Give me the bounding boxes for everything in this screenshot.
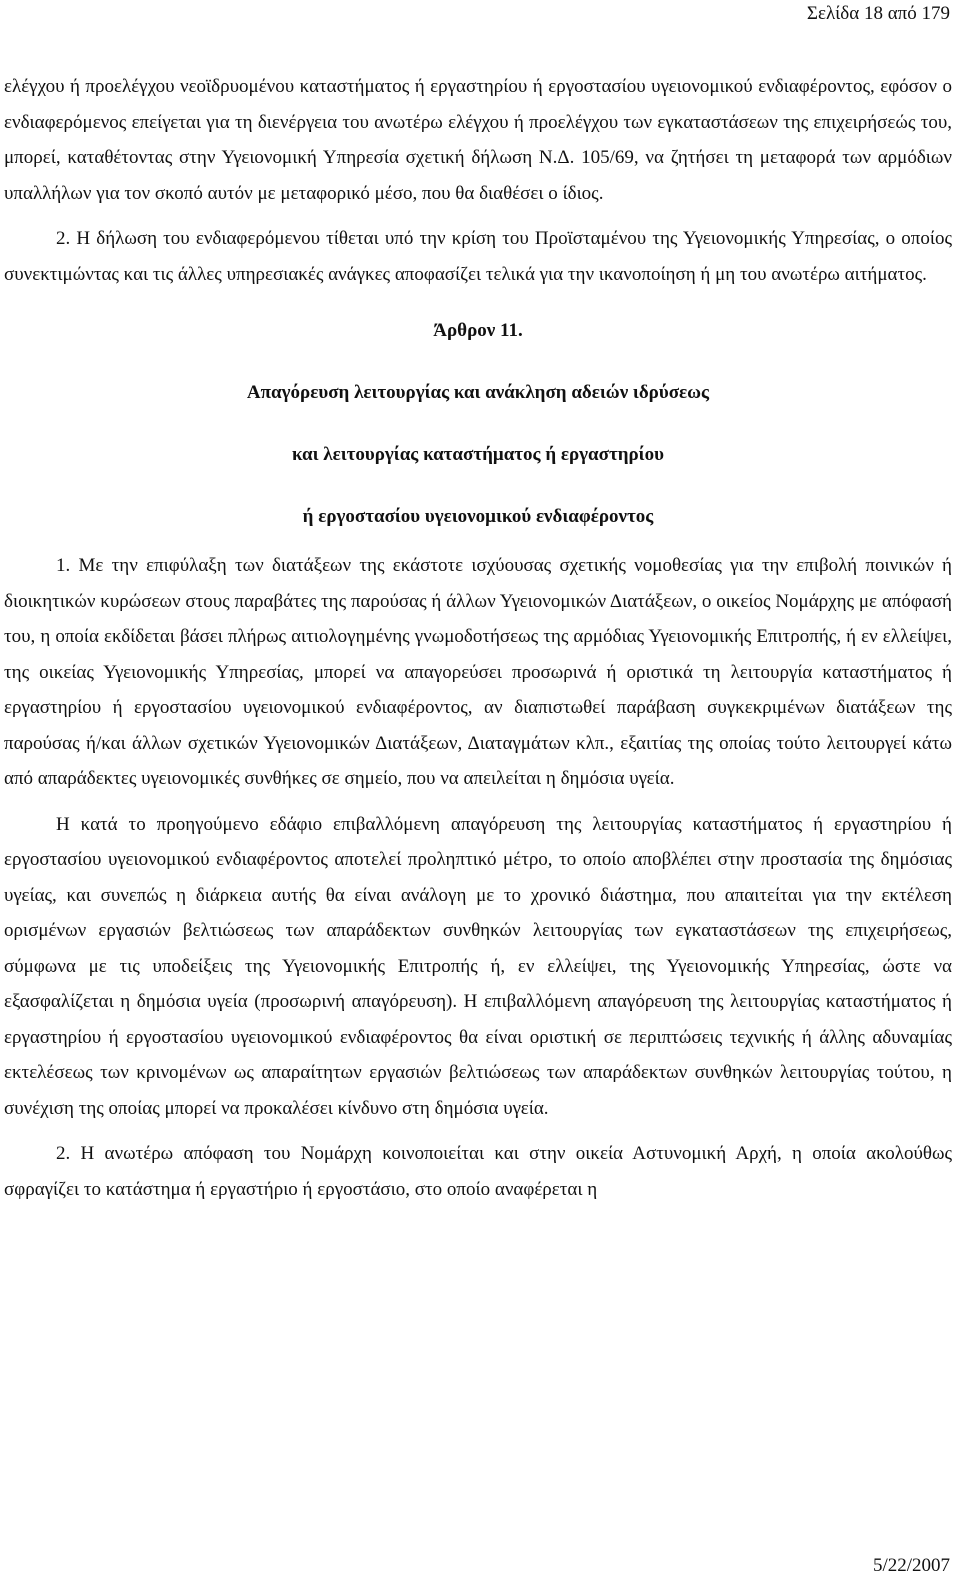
article-heading: [4, 362, 952, 548]
paragraph-continuation: ελέγχου ή προελέγχου νεοϊδρυομένου καταστήματος ή εργαστηρίου ή εργοστασίου υγειονομικού ενδιαφέροντος, εφόσον ο ενδιαφερόμενος επείγεται για τη διενέργεια του ανωτέρω ελέγχου ή προελέγχου των εγκαταστάσεων της επιχειρήσεώς του, μπορεί, καταθέτοντας στην Υγειονομική Υπηρεσία σχετική δήλωση Ν.Δ. 105/69, να ζητήσει τη μεταφορά των αρμόδιων υπαλλήλων για τον σκοπό αυτόν με μεταφορικό μέσο, που θα διαθέσει ο ίδιος.: [4, 76, 952, 204]
article-heading-line-3: ή εργοστασίου υγειονομικού ενδιαφέροντος: [302, 506, 654, 527]
article-title: Άρθρον 11.: [433, 320, 523, 341]
paragraph-item-2: 2. Η δήλωση του ενδιαφερόμενου τίθεται υπό την κρίση του Προϊσταμένου της Υγειονομικής Υπηρεσίας, ο οποίος συνεκτιμώντας και τις άλλες υπηρεσιακές ανάγκες αποφασίζει τελικά για την ικανοποίηση ή μη του ανωτέρω αιτήματος.: [4, 228, 952, 285]
paragraph-item-2-notification: 2. Η ανωτέρω απόφαση του Νομάρχη κοινοποιείται και στην οικεία Αστυνομική Αρχή, η οποία ακολούθως σφραγίζει το κατάστημα ή εργαστήριο ή εργοστάσιο, στο οποίο αναφέρεται η: [4, 1143, 952, 1200]
article-heading-line-1: Απαγόρευση λειτουργίας και ανάκληση αδειών ιδρύσεως: [246, 382, 710, 403]
document-body: [4, 69, 952, 1207]
paragraph-item-1: 1. Με την επιφύλαξη των διατάξεων της εκάστοτε ισχύουσας σχετικής νομοθεσίας για την επιβολή ποινικών ή διοικητικών κυρώσεων στους παραβάτες της παρούσας ή άλλων Υγειονομικών Διατάξεων, ο οικείος Νομάρχης με απόφασή του, η οποία εκδίδεται βάσει πλήρως αιτιολογημένης γνωμοδοτήσεως της αρμόδιας Υγειονομικής Επιτροπής, ή εν ελλείψει, της οικείας Υγειονομικής Υπηρεσίας, μπορεί να απαγορεύσει προσωρινά ή οριστικά τη λειτουργία καταστήματος ή εργαστηρίου ή εργοστασίου υγειονομικού ενδιαφέροντος, αν διαπιστωθεί παράβαση συγκεκριμένων διατάξεων της παρούσας ή/και άλλων σχετικών Υγειονομικών Διατάξεων, Διαταγμάτων κλπ., εξαιτίας της οποίας τούτο λειτουργεί κάτω από απαράδεκτες υγειονομικές συνθήκες σε σημείο, που να απειλείται η δημόσια υγεία.: [4, 555, 952, 789]
footer-date: 5/22/2007: [872, 1555, 950, 1576]
page-number: Σελίδα 18 από 179: [806, 3, 950, 24]
paragraph-explanation: Η κατά το προηγούμενο εδάφιο επιβαλλόμενη απαγόρευση της λειτουργίας καταστήματος ή εργαστηρίου ή εργοστασίου υγειονομικού ενδιαφέροντος αποτελεί προληπτικό μέτρο, το οποίο αποβλέπει στην προστασία της δημόσιας υγείας, και συνεπώς η διάρκεια αυτής θα είναι ανάλογη με το χρονικό διάστημα, που απαιτείται για την εκτέλεση ορισμένων εργασιών βελτιώσεως των απαράδεκτων συνθηκών λειτουργίας των εγκαταστάσεων της επιχειρήσεως, σύμφωνα με τις υποδείξεις της Υγειονομικής Επιτροπής ή, εν ελλείψει, της Υγειονομικής Υπηρεσίας, ώστε να εξασφαλίζεται η δημόσια υγεία (προσωρινή απαγόρευση). Η επιβαλλόμενη απαγόρευση της λειτουργίας καταστήματος ή εργαστηρίου ή εργοστασίου υγειονομικού ενδιαφέροντος θα είναι οριστική σε περιπτώσεις τεχνικής ή άλλης αδυναμίας εκτελέσεως των κρινομένων ως απαραίτητων εργασιών βελτιώσεως των απαράδεκτων συνθηκών λειτουργίας τούτου, η συνέχιση της οποίας μπορεί να προκαλέσει κίνδυνο στη δημόσια υγεία.: [4, 813, 952, 1119]
article-heading-line-2: και λειτουργίας καταστήματος ή εργαστηρίου: [292, 444, 664, 465]
